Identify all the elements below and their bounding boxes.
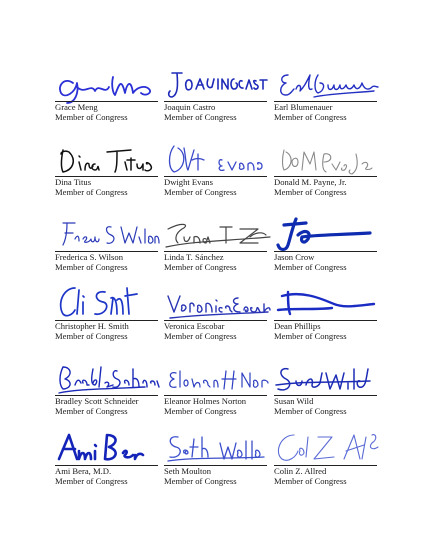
handwritten-signature	[164, 140, 274, 180]
signer-name: Linda T. Sánchez	[164, 252, 224, 262]
signer-title: Member of Congress	[164, 476, 237, 486]
handwritten-signature	[274, 140, 384, 180]
handwritten-signature	[164, 359, 274, 399]
signer-title: Member of Congress	[164, 331, 237, 341]
signature-block-joaquin-castro	[164, 65, 274, 135]
signer-name: Colin Z. Allred	[274, 466, 327, 476]
signer-title: Member of Congress	[274, 187, 347, 197]
signer-title: Member of Congress	[55, 476, 128, 486]
signer-name: Jason Crow	[274, 252, 315, 262]
signer-name: Dean Phillips	[274, 321, 321, 331]
handwritten-signature	[55, 284, 165, 324]
signer-name: Veronica Escobar	[164, 321, 225, 331]
handwritten-signature	[55, 429, 165, 469]
signature-block-grace-meng	[55, 65, 165, 135]
signer-title: Member of Congress	[164, 187, 237, 197]
signer-name: Grace Meng	[55, 102, 98, 112]
signature-block-linda-t-sanchez	[164, 215, 274, 285]
signature-block-dean-phillips	[274, 284, 384, 354]
handwritten-signature	[164, 429, 274, 469]
handwritten-signature	[274, 284, 384, 324]
signer-name: Dwight Evans	[164, 177, 213, 187]
signature-block-jason-crow	[274, 215, 384, 285]
signature-block-seth-moulton	[164, 429, 274, 499]
signature-block-dina-titus	[55, 140, 165, 210]
signer-name: Frederica S. Wilson	[55, 252, 123, 262]
handwritten-signature	[274, 359, 384, 399]
signer-title: Member of Congress	[274, 262, 347, 272]
signer-title: Member of Congress	[164, 406, 237, 416]
signer-name: Ami Bera, M.D.	[55, 466, 112, 476]
handwritten-signature	[164, 65, 274, 105]
handwritten-signature	[55, 140, 165, 180]
signer-name: Susan Wild	[274, 396, 314, 406]
handwritten-signature	[55, 359, 165, 399]
signature-block-frederica-s-wilson	[55, 215, 165, 285]
signer-title: Member of Congress	[274, 112, 347, 122]
signature-block-eleanor-holmes-norton	[164, 359, 274, 429]
signature-block-veronica-escobar	[164, 284, 274, 354]
handwritten-signature	[55, 215, 165, 255]
signer-name: Dina Titus	[55, 177, 92, 187]
signature-block-colin-z-allred	[274, 429, 384, 499]
signer-name: Bradley Scott Schneider	[55, 396, 139, 406]
signer-title: Member of Congress	[55, 112, 128, 122]
handwritten-signature	[164, 215, 274, 255]
handwritten-signature	[164, 284, 274, 324]
handwritten-signature	[274, 429, 384, 469]
signer-title: Member of Congress	[55, 187, 128, 197]
handwritten-signature	[274, 215, 384, 255]
signer-title: Member of Congress	[164, 262, 237, 272]
signer-name: Donald M. Payne, Jr.	[274, 177, 347, 187]
signer-name: Seth Moulton	[164, 466, 212, 476]
handwritten-signature	[55, 65, 165, 105]
handwritten-signature	[274, 65, 384, 105]
signer-title: Member of Congress	[274, 476, 347, 486]
signer-title: Member of Congress	[55, 331, 128, 341]
signer-name: Earl Blumenauer	[274, 102, 333, 112]
signature-block-christopher-h-smith	[55, 284, 165, 354]
signer-title: Member of Congress	[274, 331, 347, 341]
signer-title: Member of Congress	[274, 406, 347, 416]
signature-block-susan-wild	[274, 359, 384, 429]
signature-block-earl-blumenauer	[274, 65, 384, 135]
signature-block-ami-bera-md	[55, 429, 165, 499]
signature-block-dwight-evans	[164, 140, 274, 210]
signature-block-donald-m-payne-jr	[274, 140, 384, 210]
signer-name: Joaquin Castro	[164, 102, 216, 112]
signer-title: Member of Congress	[55, 406, 128, 416]
signer-name: Eleanor Holmes Norton	[164, 396, 247, 406]
signer-title: Member of Congress	[164, 112, 237, 122]
signer-title: Member of Congress	[55, 262, 128, 272]
signature-block-bradley-scott-schneider	[55, 359, 165, 429]
signer-name: Christopher H. Smith	[55, 321, 129, 331]
